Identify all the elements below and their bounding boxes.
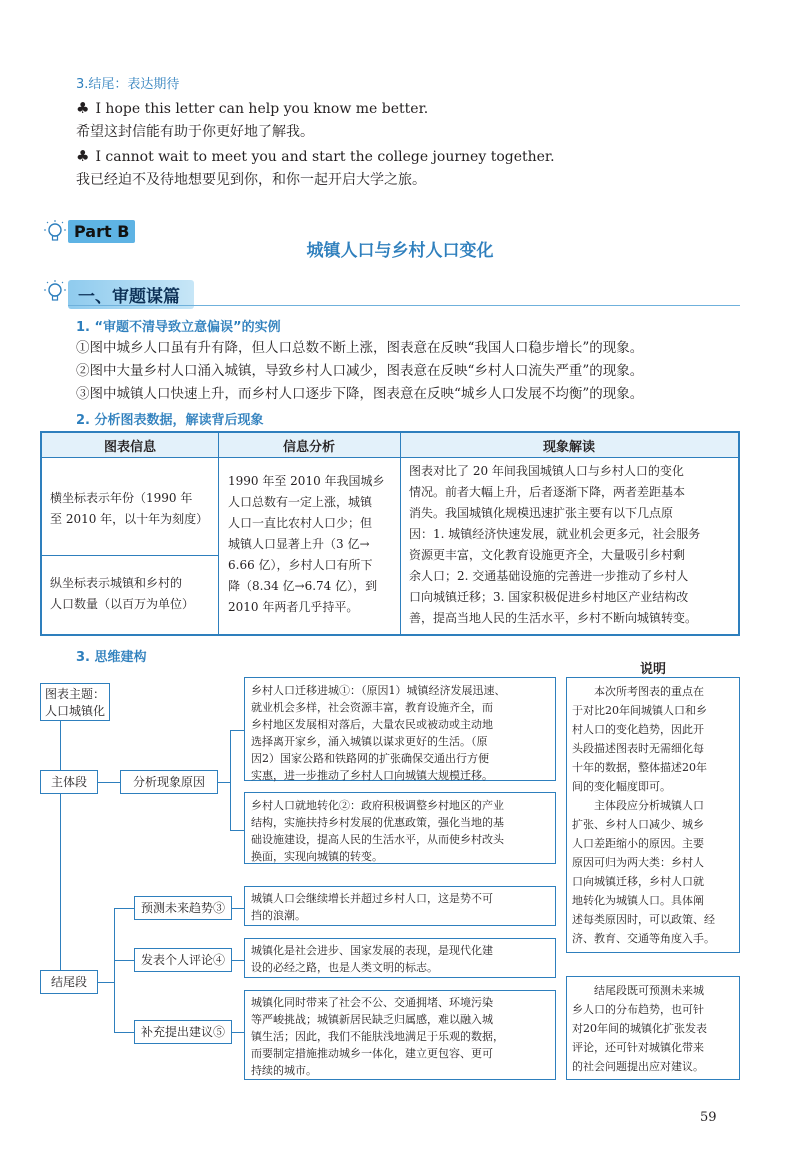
subheading-2: 2. 分析图表数据，解读背后现象	[76, 413, 264, 428]
section-title: 一、审题谋篇	[68, 280, 194, 309]
table-header: 图表信息	[103, 440, 156, 455]
suggest-node: 补充提出建议⑤	[134, 1020, 232, 1044]
table-header: 信息分析	[282, 440, 335, 455]
example-sentence-zh-1: 希望这封信能有助于你更好地了解我。	[76, 124, 314, 140]
page-number: 59	[700, 1110, 717, 1125]
part-b-tag: Part B	[68, 220, 135, 243]
club-bullet-icon: ♣	[76, 147, 90, 165]
example-sentence-zh-2: 我已经迫不及待地想要见到你，和你一起开启大学之旅。	[76, 172, 426, 188]
example-1: ①图中城乡人口虽有升有降，但人口总数不断上涨，图表意在反映“我国人口稳步增长”的现象。	[76, 340, 644, 356]
table-cell-interpretation: 图表对比了 20 年间我国城镇人口与乡村人口的变化 情况。前者大幅上升，后者逐渐下降，两者差距基本 消失。我国城镇化规模迅速扩张主要有以下几点原 因：1. 城镇经济快速发展，就业机会更多元，社会服务 资源更丰富，文化教育设施更齐全，大量吸引乡村剩 余人口；2. 交通基础设施的完善进一步推动了乡村人 口向城镇迁移；3. 国家积极促进乡村地区产业结构改 善，提高当地人民的生活水平，乡村不断向城镇转变。	[409, 464, 701, 625]
table-cell-analysis: 1990 年至 2010 年我国城乡 人口总数有一定上涨，城镇 人口一直比农村人口少；但 城镇人口显著上升（3 亿→ 6.66 亿），乡村人口有所下 降（8.34 亿→6.74 亿），到 2010 年两者几乎持平。	[228, 474, 385, 614]
example-sentence-en-2: ♣ I cannot wait to meet you and start the college journey together.	[76, 147, 555, 165]
section-divider	[68, 305, 740, 306]
example-2: ②图中大量乡村人口涌入城镇，导致乡村人口减少，图表意在反映“乡村人口流失严重”的现象。	[76, 363, 644, 379]
part-title: 城镇人口与乡村人口变化	[306, 241, 494, 261]
theme-node: 图表主题： 人口城镇化	[40, 683, 110, 721]
analysis-node: 分析现象原因	[120, 770, 218, 794]
lightbulb-icon	[44, 279, 66, 309]
analysis-table	[40, 431, 740, 636]
reason-box-2: 乡村人口就地转化②：政府积极调整乡村地区的产业 结构，实施扶持乡村发展的优惠政策，强化当地的基 础设施建设，提高人民的生活水平，从而使乡村改头 换面，实现向城镇的转变。	[244, 792, 556, 864]
comment-box: 城镇化是社会进步、国家发展的表现，是现代化建 设的必经之路，也是人类文明的标志。	[244, 938, 556, 978]
predict-box: 城镇人口会继续增长并超过乡村人口，这是势不可 挡的浪潮。	[244, 886, 556, 926]
suggest-box: 城镇化同时带来了社会不公、交通拥堵、环境污染 等严峻挑战；城镇新居民缺乏归属感，难以融入城 镇生活；因此，我们不能肤浅地满足于乐观的数据， 而要制定措施推动城乡一体化，建立更包容、更可 持续的城市。	[244, 990, 556, 1080]
closing-heading: 3.结尾：表达期待	[76, 77, 180, 92]
subheading-3: 3. 思维建构	[76, 650, 147, 665]
table-header: 现象解读	[542, 440, 595, 455]
notes-title: 说明	[639, 662, 666, 677]
body-paragraph-node: 主体段	[40, 770, 98, 794]
club-bullet-icon: ♣	[76, 99, 90, 117]
subheading-1: 1. “审题不清导致立意偏误”的实例	[76, 320, 281, 335]
reason-box-1: 乡村人口迁移进城①：（原因1）城镇经济发展迅速、 就业机会多样，社会资源丰富，教育设施齐全，而 乡村地区发展相对落后，大量农民或被动或主动地 选择离开家乡，涌入城镇以谋求更好的生活。（原 因2）国家公路和铁路网的扩张确保交通出行方便 实惠，进一步推动了乡村人口向城镇大规模迁移。	[244, 677, 556, 781]
notes-box-2: 结尾段既可预测未来城 乡人口的分布趋势，也可针 对20年间的城镇化扩张发表 评论，还可针对城镇化带来 的社会问题提出应对建议。	[566, 976, 740, 1080]
example-3: ③图中城镇人口快速上升，而乡村人口逐步下降，图表意在反映“城乡人口发展不均衡”的现象。	[76, 386, 644, 402]
ending-paragraph-node: 结尾段	[40, 970, 98, 994]
table-cell-info-2: 纵坐标表示城镇和乡村的 人口数量（以百万为单位）	[50, 576, 195, 611]
table-cell-info-1: 横坐标表示年份（1990 年 至 2010 年，以十年为刻度）	[50, 491, 209, 526]
comment-node: 发表个人评论④	[134, 948, 232, 972]
notes-box-1: 本次所考图表的重点在 于对比20年间城镇人口和乡 村人口的变化趋势，因此开 头段描述图表时无需细化每 十年的数据，整体描述20年 间的变化幅度即可。 主体段应分析城镇人口 扩张、乡村人口减少、城乡 人口差距缩小的原因。主要 原因可归为两大类：乡村人 口向城镇迁移，乡村人口就 地转化为城镇人口。具体阐 述每类原因时，可以政策、经 济、教育、交通等角度入手。	[566, 677, 740, 953]
example-sentence-en-1: ♣ I hope this letter can help you know me better.	[76, 99, 429, 117]
predict-node: 预测未来趋势③	[134, 896, 232, 920]
